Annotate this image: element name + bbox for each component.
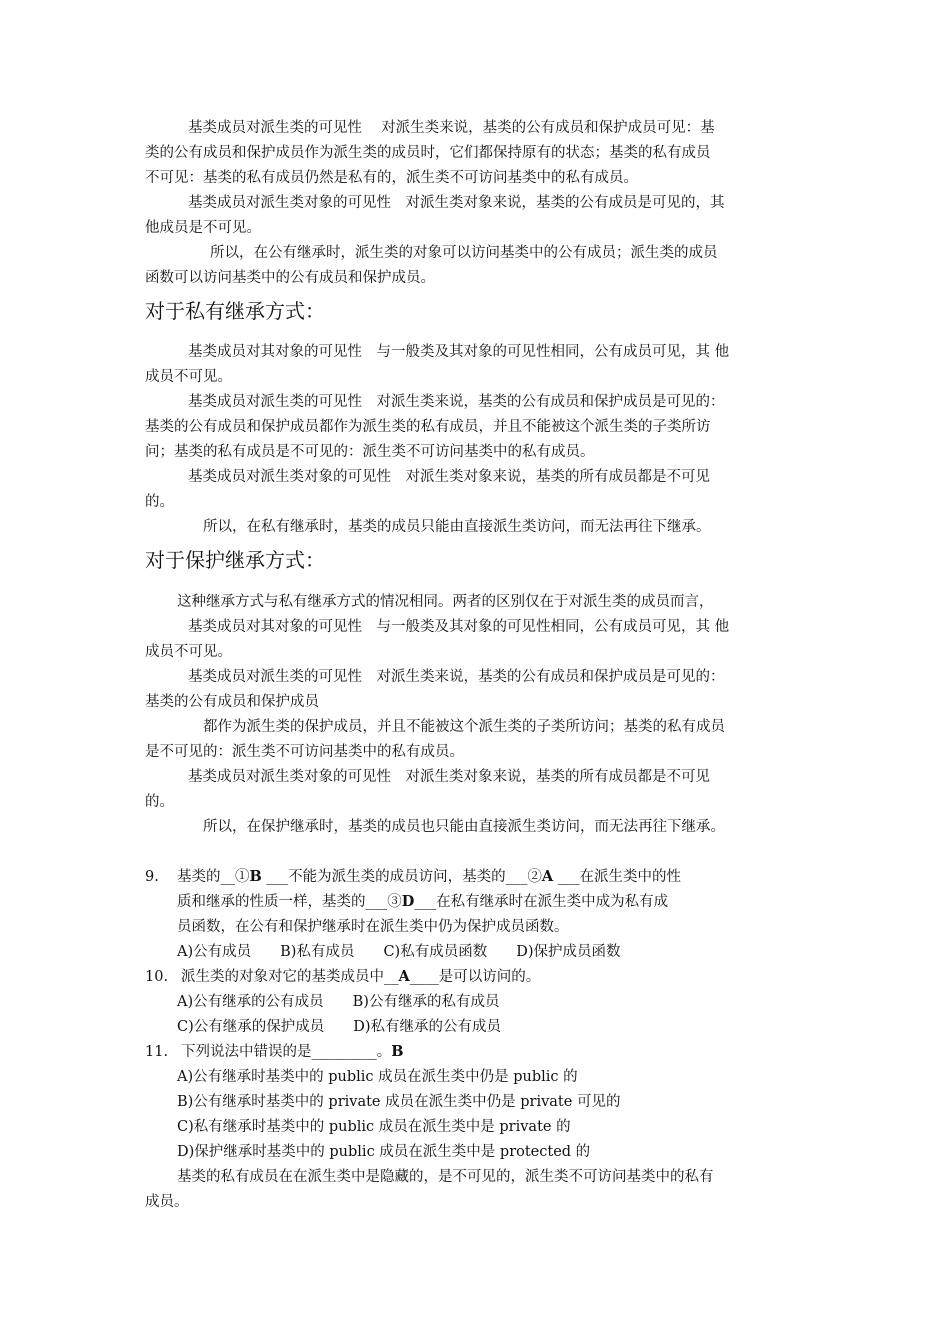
question-11-option-d: D)保护继承时基类中的 public 成员在派生类中是 protected 的 — [177, 1144, 591, 1160]
text-run: ___在派生类中的性 — [553, 869, 681, 885]
text-run: ___不能为派生类的成员访问，基类的___② — [261, 869, 542, 885]
paragraph-line: 是不可见的：派生类不可访问基类中的私有成员。 — [145, 744, 464, 760]
question-9-number: 9. — [145, 869, 159, 885]
paragraph-line: 都作为派生类的保护成员，并且不能被这个派生类的子类所访问；基类的私有成员 — [203, 719, 725, 735]
paragraph-line: 基类的公有成员和保护成员都作为派生类的私有成员，并且不能被这个派生类的子类所访 — [145, 419, 711, 435]
paragraph-line: 所以，在公有继承时，派生类的对象可以访问基类中的公有成员；派生类的成员 — [210, 245, 718, 261]
question-11-explanation: 基类的私有成员在在派生类中是隐藏的，是不可见的，派生类不可访问基类中的私有 — [177, 1169, 714, 1185]
paragraph-line: 不可见：基类的私有成员仍然是私有的，派生类不可访问基类中的私有成员。 — [145, 170, 638, 186]
answer-mark: D — [401, 893, 415, 910]
paragraph-line: 基类成员对其对象的可见性 与一般类及其对象的可见性相同，公有成员可见，其 他 — [188, 619, 730, 635]
paragraph-line: 基类成员对派生类对象的可见性 对派生类对象来说，基类的公有成员是可见的，其 — [188, 195, 725, 211]
paragraph-line: 所以，在保护继承时，基类的成员也只能由直接派生类访问，而无法再往下继承。 — [203, 819, 725, 835]
paragraph-line: 基类成员对派生类对象的可见性 对派生类对象来说，基类的所有成员都是不可见 — [188, 769, 710, 785]
paragraph-line: 的。 — [145, 794, 174, 810]
question-10-line — [181, 967, 540, 987]
paragraph-line: 基类成员对派生类对象的可见性 对派生类对象来说，基类的所有成员都是不可见 — [188, 469, 710, 485]
paragraph-line: 基类成员对派生类的可见性 对派生类来说，基类的公有成员和保护成员是可见的： — [188, 669, 725, 685]
paragraph-line: 所以，在私有继承时，基类的成员只能由直接派生类访问，而无法再往下继承。 — [203, 519, 711, 535]
answer-mark: B — [391, 1043, 404, 1060]
question-9-line — [177, 892, 668, 912]
question-9-line: 员函数，在公有和保护继承时在派生类中仍为保护成员函数。 — [177, 919, 569, 935]
question-9-line — [177, 867, 681, 887]
paragraph-line: 成员不可见。 — [145, 644, 232, 660]
paragraph-line: 基类的公有成员和保护成员 — [145, 694, 319, 710]
text-run: 质和继承的性质一样，基类的___③ — [177, 894, 402, 910]
question-11-option-b: B)公有继承时基类中的 private 成员在派生类中仍是 private 可见的 — [177, 1094, 621, 1110]
answer-mark: A — [541, 868, 554, 885]
section-heading-protected: 对于保护继承方式： — [145, 548, 325, 572]
answer-mark: B — [249, 868, 262, 885]
question-10-options: C)公有继承的保护成员 D)私有继承的公有成员 — [177, 1019, 502, 1035]
paragraph-line: 基类成员对派生类的可见性 对派生类来说，基类的公有成员和保护成员可见：基 — [188, 120, 715, 136]
text-run: 基类的__① — [177, 869, 250, 885]
question-9-options: A)公有成员 B)私有成员 C)私有成员函数 D)保护成员函数 — [177, 944, 621, 960]
text-run: 派生类的对象对它的基类成员中__ — [181, 969, 399, 985]
text-run: ____是可以访问的。 — [409, 969, 541, 985]
question-10-number: 10. — [145, 969, 169, 985]
paragraph-line: 基类成员对其对象的可见性 与一般类及其对象的可见性相同，公有成员可见，其 他 — [188, 344, 730, 360]
paragraph-line: 类的公有成员和保护成员作为派生类的成员时，它们都保持原有的状态；基类的私有成员 — [145, 145, 711, 161]
question-11-number: 11. — [145, 1044, 169, 1060]
paragraph-line: 成员不可见。 — [145, 369, 232, 385]
question-11-option-a: A)公有继承时基类中的 public 成员在派生类中仍是 public 的 — [177, 1069, 578, 1085]
question-11-option-c: C)私有继承时基类中的 public 成员在派生类中是 private 的 — [177, 1119, 571, 1135]
text-run: 下列说法中错误的是_________。 — [181, 1044, 392, 1060]
question-10-options: A)公有继承的公有成员 B)公有继承的私有成员 — [177, 994, 500, 1010]
text-run: ___在私有继承时在派生类中成为私有成 — [414, 894, 669, 910]
paragraph-line: 基类成员对派生类的可见性 对派生类来说，基类的公有成员和保护成员是可见的： — [188, 394, 725, 410]
paragraph-line: 他成员是不可见。 — [145, 220, 261, 236]
question-11-explanation: 成员。 — [145, 1194, 189, 1210]
paragraph-line: 这种继承方式与私有继承方式的情况相同。两者的区别仅在于对派生类的成员而言， — [177, 594, 714, 610]
answer-mark: A — [398, 968, 410, 985]
section-heading-private: 对于私有继承方式： — [145, 299, 325, 323]
paragraph-line: 的。 — [145, 494, 174, 510]
paragraph-line: 函数可以访问基类中的公有成员和保护成员。 — [145, 270, 435, 286]
paragraph-line: 问；基类的私有成员是不可见的：派生类不可访问基类中的私有成员。 — [145, 444, 595, 460]
question-11-line — [181, 1042, 404, 1062]
